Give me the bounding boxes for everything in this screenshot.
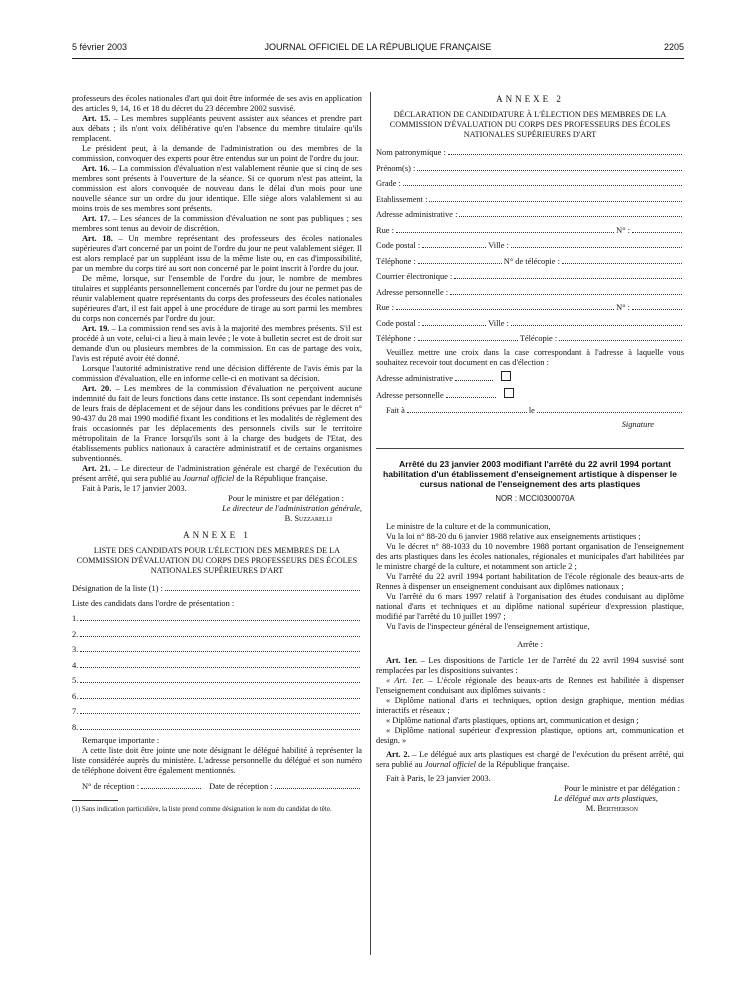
line-number: 5. bbox=[72, 676, 79, 685]
line-number: 4. bbox=[72, 660, 79, 670]
fill-line[interactable] bbox=[429, 193, 682, 202]
candidate-line-4[interactable] bbox=[72, 659, 362, 671]
header-rule bbox=[72, 58, 684, 59]
signature-line-2: Le directeur de l'administration générale, bbox=[222, 504, 362, 513]
signature-name: M. Bertherson bbox=[585, 803, 638, 813]
header-date: 5 février 2003 bbox=[72, 42, 128, 52]
article-label: Art. 2. bbox=[386, 749, 410, 759]
vu-5: Vu l'avis de l'inspecteur général de l'enseignement artistique, bbox=[386, 621, 590, 631]
courriel-field[interactable] bbox=[376, 270, 684, 282]
quote-text: – L'école régionale des beaux-arts de Rennes est habilitée à dispenser l'enseignement conduisant aux diplômes suivants : bbox=[376, 675, 684, 695]
quote-label: « Art. 1er. bbox=[386, 675, 424, 685]
fill-line[interactable] bbox=[80, 721, 360, 730]
journal-officiel: Journal officiel bbox=[424, 759, 477, 769]
annex-2-title: ANNEXE 2 bbox=[496, 94, 564, 104]
reception-number-line[interactable] bbox=[141, 780, 201, 789]
page-header bbox=[72, 42, 684, 56]
article-text: – Les dispositions de l'article 1er de l'arrêté du 22 avril 1994 susvisé sont remplacées par les dispositions suivantes : bbox=[376, 655, 684, 675]
line-number: 1. bbox=[72, 614, 79, 623]
diploma-2: « Diplôme national d'arts plastiques, options art, communication et design ; bbox=[386, 715, 639, 725]
fill-line[interactable] bbox=[632, 224, 682, 233]
checkbox-personnelle[interactable] bbox=[504, 388, 514, 398]
fill-line[interactable] bbox=[537, 404, 682, 413]
field-label: Liste des candidats dans l'ordre de présentation : bbox=[72, 598, 235, 608]
paragraph: De même, lorsque, sur l'ensemble de l'ordre du jour, le nombre de membres titulaires et suppléants personnellement concernés par l'ordre du jour ne permet pas de réunir valablement quatre représentants du corps des professeurs des écoles nationales supérieures d'art, il est fait appel à une procédure de tirage au sort parmi les membres du corps non concernés par l'ordre du jour. bbox=[72, 274, 362, 323]
footnote-rule bbox=[72, 800, 118, 801]
reception-fields[interactable] bbox=[72, 780, 362, 792]
field-label: N° de télécopie : bbox=[503, 256, 560, 266]
candidate-line-1[interactable] bbox=[72, 612, 362, 624]
field-label: Prénom(s) : bbox=[376, 163, 416, 173]
nor-reference: NOR : MCCI0300070A bbox=[495, 493, 575, 503]
fill-line[interactable] bbox=[403, 177, 682, 186]
column-divider bbox=[370, 92, 371, 955]
rue-field[interactable] bbox=[376, 224, 684, 236]
article-text: – Le directeur de l'administration générale est chargé de l'exécution du présent arrêté, qui sera publié au bbox=[72, 464, 362, 483]
checkbox-administrative[interactable] bbox=[501, 371, 511, 381]
arrete-title: Arrêté du 23 janvier 2003 modifiant l'arrêté du 22 avril 1994 portant habilitation d'un établissement d'enseignement artistique à dispenser le cursus national de l'enseignement des arts plastiques bbox=[383, 458, 677, 489]
fill-line[interactable] bbox=[165, 582, 360, 591]
telephone-perso-field[interactable] bbox=[376, 332, 684, 344]
arrete-label: Arrête : bbox=[517, 639, 543, 649]
vu-3: Vu l'arrêté du 22 avril 1994 portant habilitation de l'école régionale des beaux-arts de Rennes à dispenser un enseignement conduisant aux diplômes nationaux ; bbox=[376, 571, 684, 591]
candidate-line-2[interactable] bbox=[72, 628, 362, 640]
article-text: de la République française. bbox=[476, 759, 570, 769]
signature-label: Signature bbox=[621, 419, 654, 429]
field-label: Fait à bbox=[386, 406, 405, 415]
ministre-line: Le ministre de la culture et de la communication, bbox=[386, 521, 551, 531]
field-label: Nom patronymique : bbox=[376, 148, 446, 157]
fill-line[interactable] bbox=[80, 705, 360, 714]
article-text: – La commission d'évaluation n'est valablement réunie que si cinq de ses membres sont présents à l'ouverture de la séance. Si ce quorum n'est pas atteint, la commission est alors convoquée de nouveau dans le délai d'un mois pour une nouvelle séance sur un ordre du jour identique. Elle siège alors valablement si au moins trois de ses membres sont présents. bbox=[72, 164, 362, 213]
article-text: – Les séances de la commission d'évaluation ne sont pas publiques ; ses membres sont tenus au devoir de discrétion. bbox=[72, 214, 362, 233]
fill-line[interactable] bbox=[562, 255, 682, 264]
adresse-personnelle-field[interactable] bbox=[376, 286, 684, 298]
fill-line[interactable] bbox=[450, 286, 682, 295]
article-label: Art. 15. bbox=[82, 114, 111, 123]
diploma-3: « Diplôme national supérieur d'expression plastique, options art, communication et design. » bbox=[376, 725, 684, 745]
field-label: N° de réception : bbox=[82, 781, 140, 791]
article-15 bbox=[72, 114, 362, 144]
field-label: Adresse administrative : bbox=[376, 210, 458, 219]
fill-line[interactable] bbox=[396, 301, 614, 310]
article-label: Art. 17. bbox=[82, 214, 110, 223]
option-label: Adresse personnelle bbox=[376, 390, 444, 400]
fill-line bbox=[455, 372, 493, 381]
fill-line[interactable] bbox=[559, 332, 682, 341]
article-label: Art. 1er. bbox=[386, 655, 418, 665]
field-label: Télécopie : bbox=[519, 334, 558, 343]
line-number: 7. bbox=[72, 707, 79, 716]
prenom-field[interactable] bbox=[376, 162, 684, 174]
article-text: – Les membres suppléants peuvent assister aux séances et prendre part aux débats ; ils n'ont voix délibérative qu'en l'absence du membre titulaire qu'ils remplacent. bbox=[72, 114, 362, 143]
fill-line[interactable] bbox=[80, 643, 360, 652]
fill-line[interactable] bbox=[396, 224, 614, 233]
signature-line-2: Le délégué aux arts plastiques, bbox=[554, 793, 658, 803]
field-label: le bbox=[528, 406, 535, 415]
article-19 bbox=[72, 324, 362, 364]
fait-a-paris: Fait à Paris, le 17 janvier 2003. bbox=[82, 484, 187, 493]
field-label: Ville : bbox=[488, 241, 509, 250]
field-label: Etablissement : bbox=[376, 194, 428, 204]
fill-line bbox=[236, 598, 360, 606]
article-21 bbox=[72, 464, 362, 484]
candidate-line-6[interactable] bbox=[72, 690, 362, 702]
right-column bbox=[376, 94, 684, 814]
article-label: Art. 20. bbox=[82, 384, 112, 393]
article-1-quote bbox=[376, 676, 684, 696]
fill-line[interactable] bbox=[422, 239, 486, 248]
remarque-label: Remarque importante : bbox=[82, 736, 160, 745]
fill-line[interactable] bbox=[80, 690, 360, 699]
field-label: Ville : bbox=[488, 318, 509, 328]
fait-a-field[interactable] bbox=[376, 404, 684, 416]
journal-officiel: Journal officiel bbox=[182, 474, 235, 483]
fill-line[interactable] bbox=[418, 332, 518, 341]
remarque-text: A cette liste doit être jointe une note désignant le délégué habilité à représenter la liste considérée auprès du ministère. L'adresse personnelle du délégué et son numéro de téléphone doivent être également mentionnés. bbox=[72, 746, 362, 775]
field-label: Téléphone : bbox=[376, 256, 416, 266]
field-label: Désignation de la liste (1) : bbox=[72, 584, 163, 593]
fill-line bbox=[446, 389, 496, 398]
section-divider bbox=[376, 448, 684, 449]
article-16 bbox=[72, 164, 362, 214]
telephone-field[interactable] bbox=[376, 255, 684, 267]
fill-line[interactable] bbox=[459, 208, 682, 217]
vu-2: Vu le décret n° 88-1033 du 10 novembre 1988 portant organisation de l'enseignement des arts plastiques dans les écoles nationales, régionales et municipales d'art habilitées par le ministre chargé de la culture, et notamment son article 2 ; bbox=[376, 541, 684, 571]
article-20 bbox=[72, 384, 362, 464]
nom-field[interactable] bbox=[376, 146, 684, 158]
code-postal-field[interactable] bbox=[376, 239, 684, 251]
signature-line-1: Pour le ministre et par délégation : bbox=[228, 494, 344, 503]
article-label: Art. 16. bbox=[82, 164, 110, 173]
article-text: – La commission rend ses avis à la majorité des membres présents. S'il est procédé à un vote, celui-ci a lieu à main levée ; le vote à bulletin secret est de droit sur demande d'un ou plusieurs membres de la commission. En cas de partage des voix, l'avis est réputé avoir été donné. bbox=[72, 324, 362, 363]
veuillez-text: Veuillez mettre une croix dans la case correspondant à l'adresse à laquelle vous souhaitez recevoir tout document en cas d'élection : bbox=[376, 347, 684, 367]
etablissement-field[interactable] bbox=[376, 193, 684, 205]
fill-line[interactable] bbox=[448, 146, 682, 155]
adresse-administrative-field[interactable] bbox=[376, 208, 684, 220]
fill-line[interactable] bbox=[511, 239, 682, 248]
annex-2-heading: DÉCLARATION DE CANDIDATURE À L'ÉLECTION DES MEMBRES DE LA COMMISSION D'ÉVALUATION DU CORPS DES PROFESSEURS DES ÉCOLES NATIONALES SUPÉRIEURES D'ART bbox=[389, 110, 671, 139]
line-number: 2. bbox=[72, 629, 79, 639]
annex-1-title: ANNEXE 1 bbox=[183, 530, 251, 540]
article-1 bbox=[376, 656, 684, 676]
candidate-line-3[interactable] bbox=[72, 643, 362, 655]
signature-line-1: Pour le ministre et par délégation : bbox=[564, 783, 680, 793]
fill-line[interactable] bbox=[417, 162, 682, 171]
option-adresse-administrative[interactable] bbox=[376, 371, 684, 384]
annex-1-heading: LISTE DES CANDIDATS POUR L'ÉLECTION DES MEMBRES DE LA COMMISSION D'ÉVALUATION DU CORPS DES PROFESSEURS DES ÉCOLES NATIONALES SUPÉRIEURES D'ART bbox=[76, 546, 358, 575]
candidate-line-7[interactable] bbox=[72, 705, 362, 717]
paragraph: professeurs des écoles nationales d'art qui doit être informée de ses avis en application des articles 9, 14, 16 et 18 du décret du 23 décembre 2002 susvisé. bbox=[72, 94, 362, 113]
fill-line[interactable] bbox=[80, 628, 360, 637]
line-number: 6. bbox=[72, 691, 79, 701]
grade-field[interactable] bbox=[376, 177, 684, 189]
article-18 bbox=[72, 234, 362, 274]
candidates-label bbox=[72, 598, 362, 609]
paragraph: Lorsque l'autorité administrative rend une décision différente de l'avis émis par la commission d'évaluation, elle en informe celle-ci en motivant sa décision. bbox=[72, 364, 362, 383]
field-label: Code postal : bbox=[376, 241, 421, 250]
line-number: 8. bbox=[72, 722, 79, 732]
code-postal-perso-field[interactable] bbox=[376, 317, 684, 329]
header-page-number: 2205 bbox=[663, 42, 684, 52]
article-text: de la République française. bbox=[234, 474, 328, 483]
fill-line[interactable] bbox=[80, 674, 360, 683]
vu-1: Vu la loi n° 88-20 du 6 janvier 1988 relative aux enseignements artistiques ; bbox=[386, 531, 641, 541]
fill-line[interactable] bbox=[80, 659, 360, 668]
article-label: Art. 21. bbox=[82, 464, 111, 473]
fill-line[interactable] bbox=[454, 270, 682, 279]
fill-line[interactable] bbox=[422, 317, 486, 326]
article-label: Art. 19. bbox=[82, 324, 110, 333]
fill-line[interactable] bbox=[407, 404, 527, 413]
article-2 bbox=[376, 750, 684, 770]
option-label: Adresse administrative bbox=[376, 374, 453, 383]
article-17 bbox=[72, 214, 362, 234]
signature-name: B. Suzzarelli bbox=[284, 514, 332, 523]
field-label: Date de réception : bbox=[209, 781, 273, 791]
candidate-line-8[interactable] bbox=[72, 721, 362, 733]
field-label: Rue : bbox=[376, 225, 394, 235]
article-label: Art. 18. bbox=[82, 234, 113, 243]
header-journal: JOURNAL OFFICIEL DE LA RÉPUBLIQUE FRANÇAISE bbox=[264, 42, 492, 52]
diploma-1: « Diplôme national d'arts et techniques, option design graphique, mention médias interactifs et réseaux ; bbox=[376, 695, 684, 715]
vu-4: Vu l'arrêté du 6 mars 1997 relatif à l'organisation des études conduisant au diplôme national d'arts et techniques et au diplôme national supérieur d'expression plastique, modifié par l'arrêté du 10 juillet 1997 ; bbox=[376, 591, 684, 621]
fill-line[interactable] bbox=[418, 255, 502, 264]
fait-a-paris: Fait à Paris, le 23 janvier 2003. bbox=[386, 773, 491, 783]
field-label: Téléphone : bbox=[376, 334, 416, 343]
designation-field[interactable] bbox=[72, 582, 362, 594]
field-label: Courrier électronique : bbox=[376, 272, 453, 281]
article-text: – Le délégué aux arts plastiques est chargé de l'exécution du présent arrêté, qui sera publié au bbox=[376, 749, 684, 769]
field-label: Code postal : bbox=[376, 318, 421, 328]
article-text: – Un membre représentant des professeurs des écoles nationales supérieures d'art concerné par un point de l'ordre du jour ne peut valablement siéger. Il est alors remplacé par un suppléant issu de la même liste ou, en cas d'impossibilité, par un membre du corps tiré au sort non concerné par le point inscrit à l'ordre du jour. bbox=[72, 234, 362, 273]
field-label: Adresse personnelle : bbox=[376, 287, 449, 297]
option-adresse-personnelle[interactable] bbox=[376, 388, 684, 401]
footnote: (1) Sans indication particulière, la liste prend comme désignation le nom du candidat de tête. bbox=[72, 804, 332, 813]
paragraph: Le président peut, à la demande de l'administration ou des membres de la commission, convoquer des experts pour être entendus sur un point de l'ordre du jour. bbox=[72, 144, 362, 163]
fill-line[interactable] bbox=[632, 301, 682, 310]
field-label: Rue : bbox=[376, 303, 394, 312]
left-column bbox=[72, 94, 362, 814]
article-text: – Les membres de la commission d'évaluation ne perçoivent aucune indemnité du fait de leurs fonctions dans cette instance. Ils sont cependant indemnisés de leurs frais de déplacement et de séjour dans les conditions prévues par le décret n° 90-437 du 28 mai 1990 modifié fixant les conditions et les modalités de règlement des frais occasionnés par les déplacements des personnels civils sur le territoire métropolitain de la France lorsqu'ils sont à la charge des budgets de l'Etat, des établissements publics nationaux à caractère administratif et de certains organismes subventionnés. bbox=[72, 384, 362, 463]
fill-line[interactable] bbox=[511, 317, 682, 326]
rue-perso-field[interactable] bbox=[376, 301, 684, 313]
field-label: N° : bbox=[616, 225, 630, 235]
candidate-line-5[interactable] bbox=[72, 674, 362, 686]
reception-date-line[interactable] bbox=[275, 780, 360, 789]
line-number: 3. bbox=[72, 645, 79, 654]
field-label: N° : bbox=[616, 303, 630, 312]
field-label: Grade : bbox=[376, 179, 401, 188]
fill-line[interactable] bbox=[80, 612, 360, 621]
